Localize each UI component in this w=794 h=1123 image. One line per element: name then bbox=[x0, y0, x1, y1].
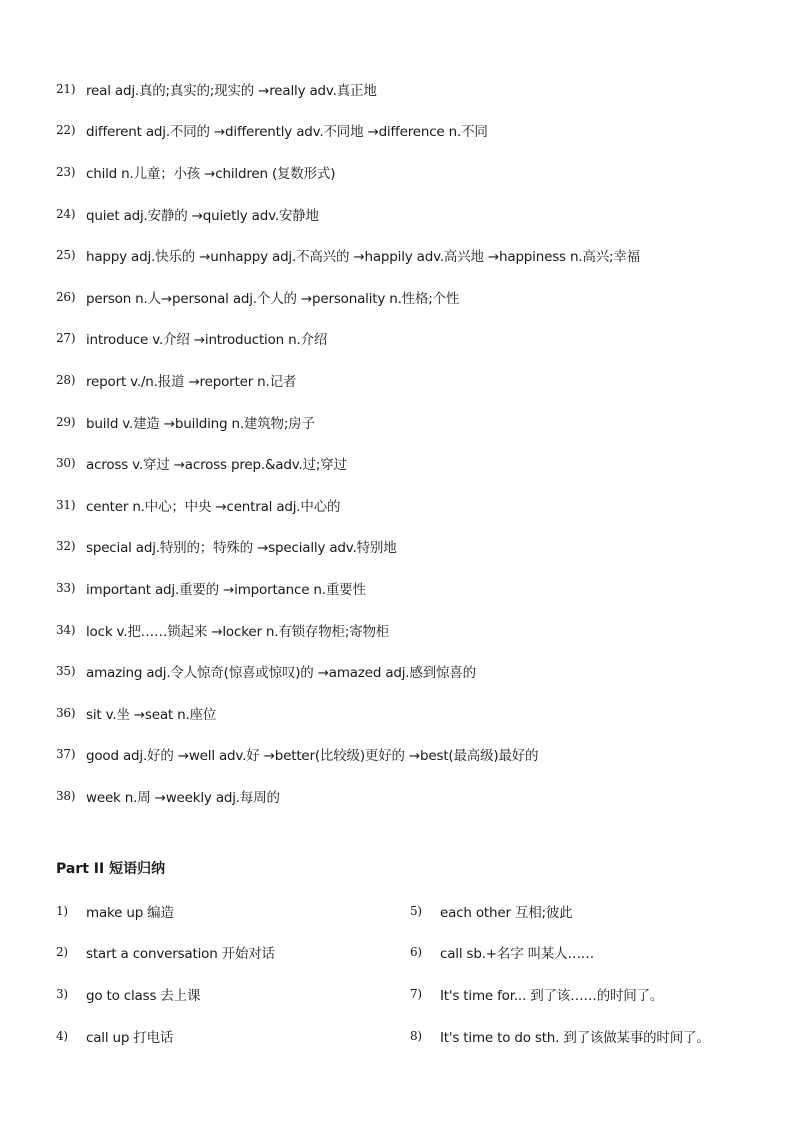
phrase-item bbox=[56, 1015, 410, 1057]
item-text: go to class 去上课 bbox=[86, 987, 201, 1004]
section-title: Part II 短语归纳 bbox=[56, 861, 166, 877]
item-text: person n.人→personal adj.个人的 →personality n.性格;个性 bbox=[86, 290, 460, 307]
item-text: report v./n.报道 →reporter n.记者 bbox=[86, 373, 297, 390]
phrase-item bbox=[56, 932, 410, 974]
vocab-item bbox=[56, 359, 756, 401]
phrase-item bbox=[56, 973, 410, 1015]
item-number: 26) bbox=[56, 289, 76, 304]
item-text: call up 打电话 bbox=[86, 1029, 174, 1046]
item-number: 5) bbox=[410, 903, 422, 918]
vocab-item bbox=[56, 151, 756, 193]
item-number: 31) bbox=[56, 497, 76, 512]
item-number: 30) bbox=[56, 456, 76, 471]
vocab-item bbox=[56, 234, 756, 276]
vocab-item bbox=[56, 526, 756, 568]
item-text: sit v.坐 →seat n.座位 bbox=[86, 706, 217, 723]
vocab-item bbox=[56, 401, 756, 443]
item-number: 37) bbox=[56, 747, 76, 762]
phrase-item bbox=[56, 890, 410, 932]
vocab-item bbox=[56, 68, 756, 110]
item-text: It's time for... 到了该……的时间了。 bbox=[440, 987, 664, 1004]
phrase-list bbox=[56, 890, 766, 1056]
vocab-item bbox=[56, 193, 756, 235]
item-text: amazing adj.令人惊奇(惊喜或惊叹)的 →amazed adj.感到惊喜的 bbox=[86, 665, 476, 682]
item-number: 34) bbox=[56, 622, 76, 637]
item-number: 25) bbox=[56, 248, 76, 263]
vocab-item bbox=[56, 567, 756, 609]
vocab-item bbox=[56, 734, 756, 776]
item-text: real adj.真的;真实的;现实的 →really adv.真正地 bbox=[86, 82, 377, 99]
item-number: 28) bbox=[56, 372, 76, 387]
item-text: important adj.重要的 →importance n.重要性 bbox=[86, 581, 366, 598]
item-number: 36) bbox=[56, 705, 76, 720]
item-text: It's time to do sth. 到了该做某事的时间了。 bbox=[440, 1029, 710, 1046]
vocab-item bbox=[56, 775, 756, 817]
vocab-item bbox=[56, 276, 756, 318]
item-number: 7) bbox=[410, 986, 422, 1001]
item-number: 32) bbox=[56, 539, 76, 554]
item-text: special adj.特别的；特殊的 →specially adv.特别地 bbox=[86, 540, 397, 557]
item-text: week n.周 →weekly adj.每周的 bbox=[86, 789, 280, 806]
phrase-item bbox=[410, 890, 766, 932]
vocab-item bbox=[56, 110, 756, 152]
item-text: make up 编造 bbox=[86, 904, 174, 921]
vocab-item bbox=[56, 318, 756, 360]
item-text: quiet adj.安静的 →quietly adv.安静地 bbox=[86, 207, 319, 224]
item-number: 27) bbox=[56, 331, 76, 346]
item-number: 21) bbox=[56, 81, 76, 96]
item-number: 8) bbox=[410, 1028, 422, 1043]
item-text: good adj.好的 →well adv.好 →better(比较级)更好的 →best(最高级)最好的 bbox=[86, 748, 539, 765]
item-text: happy adj.快乐的 →unhappy adj.不高兴的 →happily adv.高兴地 →happiness n.高兴;幸福 bbox=[86, 249, 640, 266]
item-number: 6) bbox=[410, 945, 422, 960]
item-number: 33) bbox=[56, 580, 76, 595]
item-number: 2) bbox=[56, 945, 68, 960]
vocab-item bbox=[56, 484, 756, 526]
phrase-item bbox=[410, 932, 766, 974]
item-number: 38) bbox=[56, 788, 76, 803]
item-text: child n.儿童；小孩 →children (复数形式) bbox=[86, 165, 336, 182]
vocabulary-list bbox=[56, 68, 756, 817]
vocab-item bbox=[56, 650, 756, 692]
item-number: 29) bbox=[56, 414, 76, 429]
item-number: 35) bbox=[56, 664, 76, 679]
item-number: 22) bbox=[56, 123, 76, 138]
item-text: across v.穿过 →across prep.&adv.过;穿过 bbox=[86, 457, 347, 474]
item-text: different adj.不同的 →differently adv.不同地 →difference n.不同 bbox=[86, 124, 488, 141]
vocab-item bbox=[56, 442, 756, 484]
item-text: build v.建造 →building n.建筑物;房子 bbox=[86, 415, 315, 432]
item-text: introduce v.介绍 →introduction n.介绍 bbox=[86, 332, 328, 349]
item-number: 1) bbox=[56, 903, 68, 918]
phrase-item bbox=[410, 973, 766, 1015]
item-text: center n.中心；中央 →central adj.中心的 bbox=[86, 498, 341, 515]
item-number: 4) bbox=[56, 1028, 68, 1043]
vocab-item bbox=[56, 609, 756, 651]
item-number: 24) bbox=[56, 206, 76, 221]
item-text: lock v.把……锁起来 →locker n.有锁存物柜;寄物柜 bbox=[86, 623, 390, 640]
item-text: call sb.+名字 叫某人…… bbox=[440, 946, 595, 963]
item-number: 23) bbox=[56, 164, 76, 179]
phrase-item bbox=[410, 1015, 766, 1057]
vocab-item bbox=[56, 692, 756, 734]
item-text: each other 互相;彼此 bbox=[440, 904, 573, 921]
item-text: start a conversation 开始对话 bbox=[86, 946, 275, 963]
item-number: 3) bbox=[56, 986, 68, 1001]
